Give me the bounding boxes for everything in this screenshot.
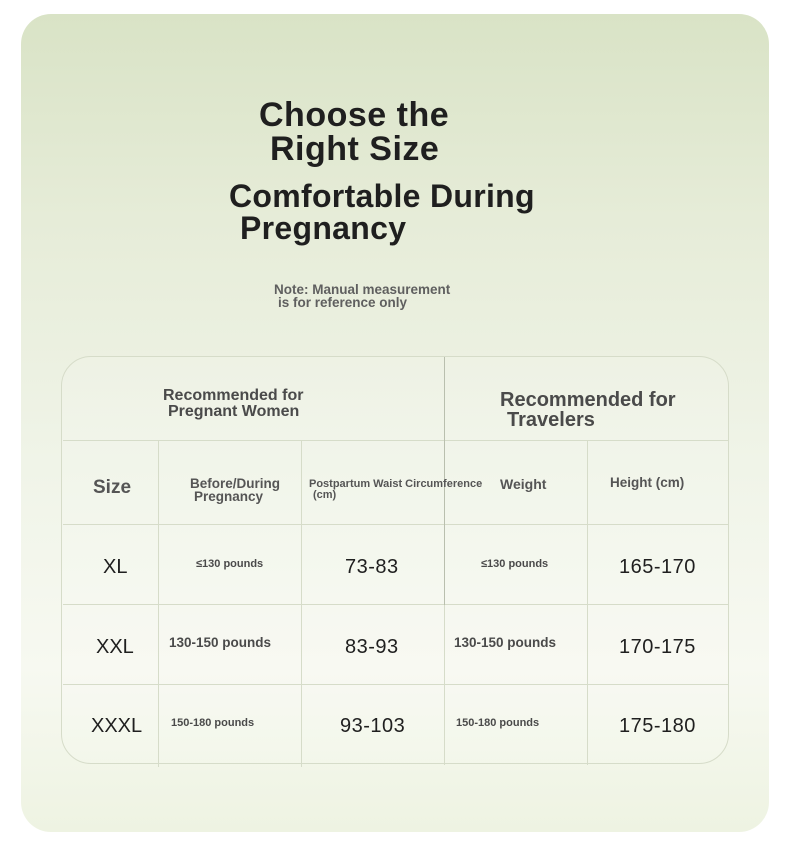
cell-waist: 73-83 (345, 556, 399, 578)
subtitle-line2: Pregnancy (240, 210, 407, 246)
table-divider (301, 441, 302, 767)
column-header-size: Size (93, 477, 132, 498)
column-header-weight: Weight (500, 476, 547, 492)
group-header-pregnant-line2: Pregnant Women (168, 403, 300, 420)
table-divider (444, 605, 445, 765)
cell-waist: 83-93 (345, 636, 399, 658)
cell-weight: ≤130 pounds (481, 558, 549, 570)
cell-size: XXXL (91, 715, 143, 737)
group-header-pregnant-line1: Recommended for (163, 387, 304, 404)
cell-height: 170-175 (619, 636, 696, 658)
note-line2: is for reference only (278, 295, 408, 310)
cell-size: XL (103, 556, 128, 578)
table-divider (63, 604, 729, 605)
cell-before: 130-150 pounds (169, 635, 272, 650)
table-divider (587, 441, 588, 765)
column-header-before-during-line1: Before/During (190, 476, 281, 491)
page-title-line1: Choose the (259, 96, 450, 134)
subtitle-line1: Comfortable During (229, 178, 535, 214)
cell-size: XXL (96, 636, 134, 658)
cell-height: 165-170 (619, 556, 696, 578)
note-line1: Note: Manual measurement (274, 282, 451, 297)
cell-waist: 93-103 (340, 715, 406, 737)
group-header-travelers-line2: Travelers (507, 409, 595, 431)
table-divider (158, 441, 159, 767)
column-header-height: Height (cm) (610, 475, 685, 490)
cell-weight: 150-180 pounds (456, 717, 540, 729)
column-header-postpartum-line1: Postpartum Waist Circumference (309, 478, 483, 490)
group-header-travelers-line1: Recommended for (500, 389, 676, 411)
cell-before: ≤130 pounds (196, 558, 264, 570)
table-divider (63, 524, 729, 525)
cell-before: 150-180 pounds (171, 717, 255, 729)
table-divider (63, 440, 729, 441)
table-divider (63, 684, 729, 685)
cell-weight: 130-150 pounds (454, 635, 557, 650)
column-header-before-during-line2: Pregnancy (194, 489, 264, 504)
cell-height: 175-180 (619, 715, 696, 737)
page-title-line2: Right Size (270, 130, 440, 168)
column-header-postpartum-line2: (cm) (313, 489, 337, 501)
